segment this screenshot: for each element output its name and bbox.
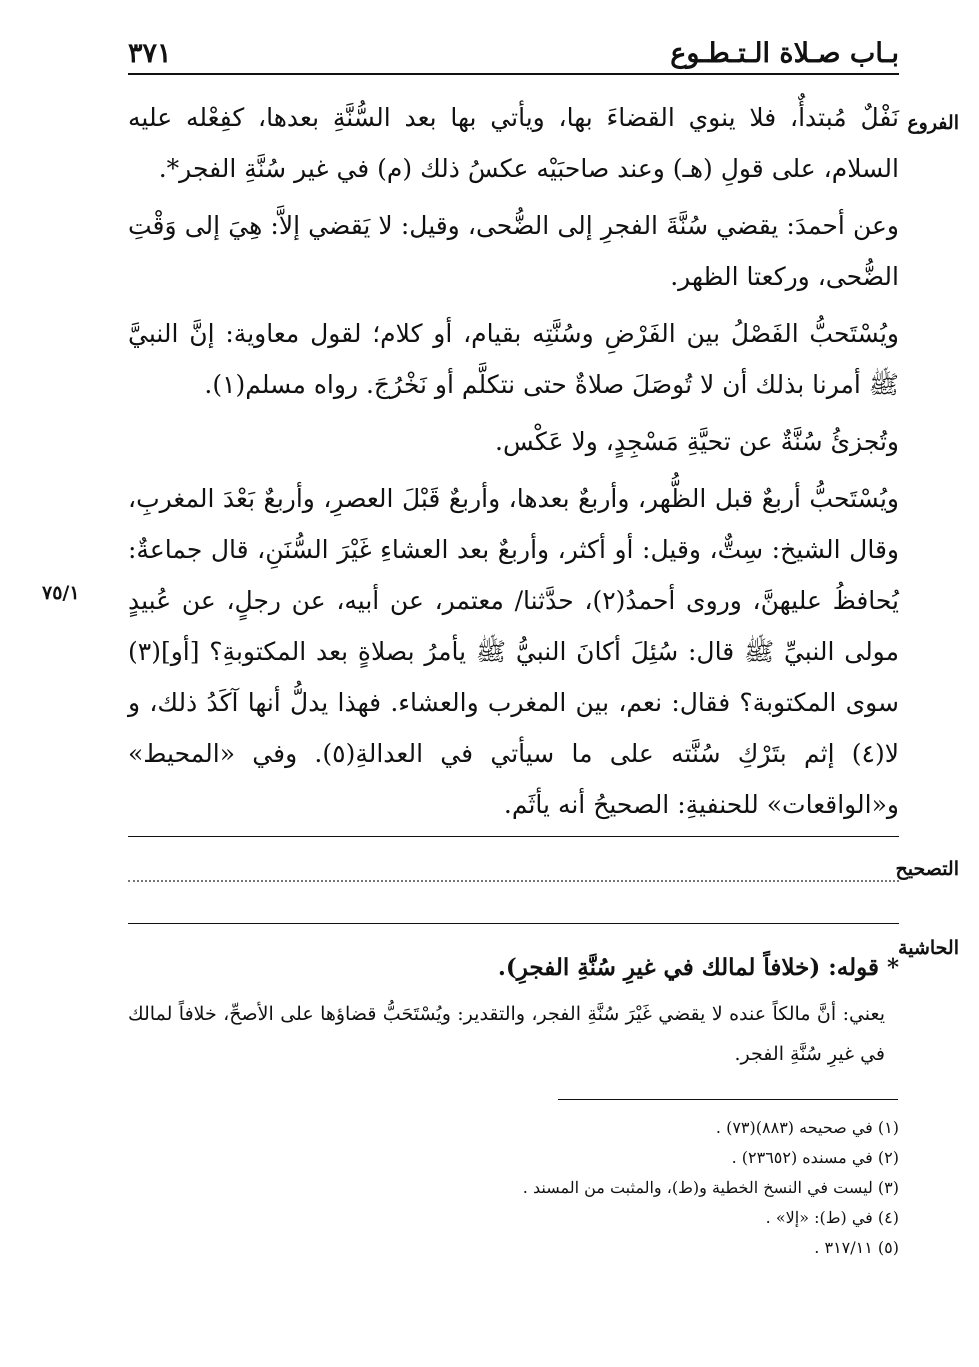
main-text — [128, 92, 899, 836]
paragraph-text: وعن أحمدَ: يقضي سُنَّةَ الفجرِ إلى الضُّحى، وقيل: لا يَقضي إلاَّ: هِيَ إلى وَقْتِ الضُّحى، وركعتا الظهر. — [128, 211, 899, 291]
footnotes — [299, 1113, 899, 1263]
chapter-title: بـاب صـلاة الـتـطـوع — [670, 38, 899, 69]
paragraph-5 — [128, 473, 899, 830]
paragraph-text: ويُسْتَحبُّ الفَصْلُ بين الفَرْضِ وسُنَّتِه بقيام، أو كلام؛ لقول معاوية: إنَّ النبيَّ ﷺ أمرنا بذلك أن لا تُوصَلَ صلاةٌ حتى نتكلَّم أو نَخْرُجَ. رواه مسلم(١). — [128, 319, 899, 399]
paragraph-4 — [128, 416, 899, 467]
footnote: (٤) في (ط): «إلا» . — [765, 1208, 899, 1227]
footnote: (١) في صحيحه (٨٨٣)(٧٣) . — [715, 1118, 899, 1137]
margin-label-furu: الفروع — [907, 112, 959, 134]
margin-label-tashih: التصحيح — [895, 858, 959, 880]
hashiya-section — [128, 948, 899, 1074]
hashiya-text: يعني: أنَّ مالكاً عنده لا يقضي غَيْرَ سُنَّةِ الفجر، والتقدير: ويُسْتَحَبُّ قضاؤها على الأصحِّ، خلافاً لمالك في غيرِ سُنَّةِ الفجر. — [128, 1003, 885, 1065]
paragraph-3 — [128, 308, 899, 410]
margin-label-hashiya: الحاشية — [898, 937, 959, 959]
paragraph-text: نَفْلٌ مُبتدأٌ، فلا ينوي القضاءَ بها، ويأتي بها بعد السُّنَّةِ بعدها، كفِعْله عليه السلام، على قولِ (هـ) وعند صاحبَيْه عكسُ ذلك (م) في غير سُنَّةِ الفجر*. — [128, 103, 899, 183]
paragraph-text: وتُجزئُ سُنَّةٌ عن تحيَّةِ مَسْجِدٍ، ولا عَكْس. — [495, 427, 899, 456]
paragraph-1 — [128, 92, 899, 194]
footnote: (٣) ليست في النسخ الخطية و(ط)، والمثبت من المسند . — [522, 1178, 899, 1197]
header-rule — [128, 73, 899, 75]
footnote: (٥) ٣١٧/١١ . — [814, 1238, 899, 1257]
section-separator — [128, 923, 899, 924]
footnote-rule — [558, 1099, 898, 1100]
section-separator — [128, 836, 899, 837]
hashiya-quote: * قوله: (خلافاً لمالك في غيرِ سُنَّةِ الفجرِ). — [497, 954, 899, 981]
running-header — [128, 38, 899, 72]
footnote: (٢) في مسنده (٢٣٦٥٢) . — [731, 1148, 899, 1167]
paragraph-2 — [128, 200, 899, 302]
tashih-dotted-line — [128, 880, 899, 882]
page-number: ٣٧١ — [128, 38, 172, 69]
paragraph-text: ويُسْتَحبُّ أربعٌ قبل الظُّهر، وأربعٌ بعدها، وأربعٌ قَبْلَ العصرِ، وأربعٌ بَعْدَ المغربِ، وقال الشيخ: سِتٌّ، وقيل: أو أكثر، وأربعٌ بعد العشاءِ غَيْرَ السُّنَنِ، قال جماعةٌ: يُحافظُ عليهنَّ، وروى أحمدُ(٢)، حدَّثنا/ معتمر، عن أبيه، عن رجلٍ، عن عُبيدٍ مولى النبيِّ ﷺ قال: سُئِلَ أكانَ النبيُّ ﷺ يأمرُ بصلاةٍ بعد المكتوبةِ؟ [أو](٣) سوى المكتوبة؟ فقال: نعم، بين المغرب والعشاء. فهذا يدلُّ أنها آكَدُ ذلك، و لا(٤) إثم بتَرْكِ سُنَّته على ما سيأتي في العدالةِ(٥). وفي «المحيط» و«الواقعات» للحنفيةِ: الصحيحُ أنه يأثَم. — [128, 484, 899, 819]
margin-volume-ref: ٧٥/١ — [42, 582, 80, 604]
